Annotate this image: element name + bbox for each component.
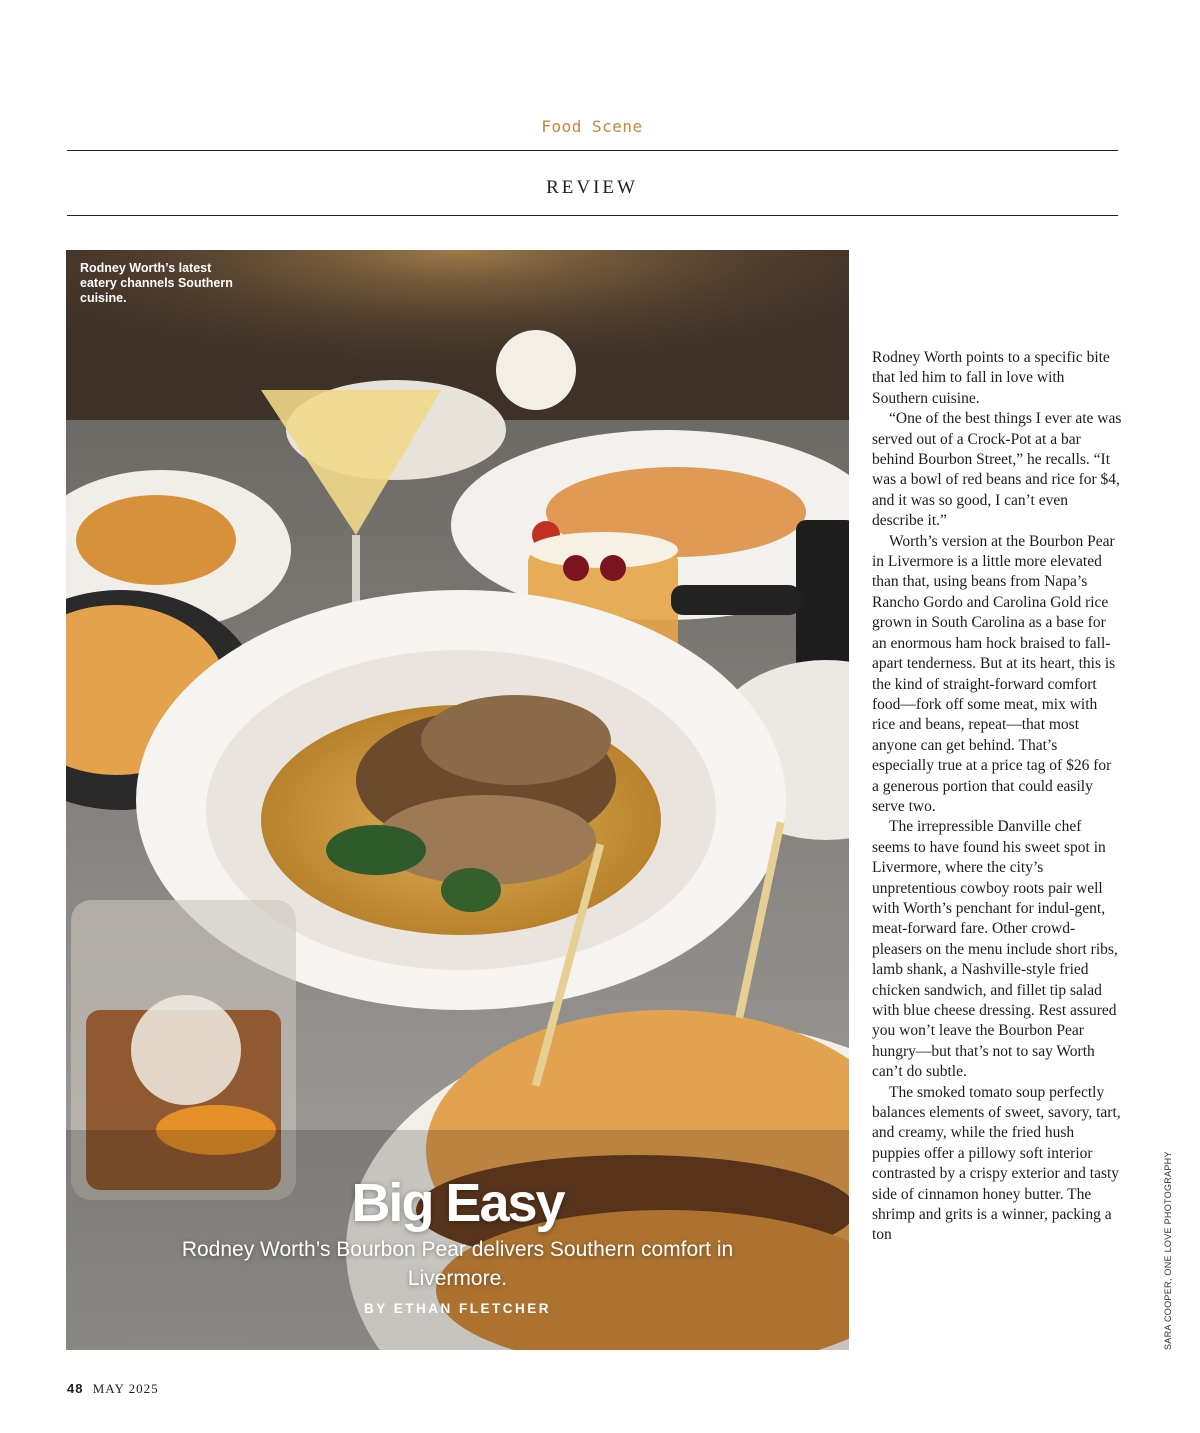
article-dek: Rodney Worth’s Bourbon Pear delivers Southern comfort in Livermore.	[181, 1238, 734, 1290]
issue-date: MAY 2025	[92, 1381, 159, 1396]
article-headline: Big Easy	[351, 1173, 564, 1233]
page-number: 48	[67, 1381, 84, 1396]
hero-photo	[66, 250, 849, 1350]
section-kicker: Food Scene	[541, 117, 643, 136]
body-paragraph: Rodney Worth points to a specific bite that led him to fall in love with Southern cuisine.	[872, 349, 1110, 407]
article-body	[872, 348, 1122, 1246]
body-paragraph: The smoked tomato soup perfectly balances elements of sweet, savory, tart, and creamy, while the fried hush puppies offer a pillowy soft interior contrasted by a crispy exterior and tasty side of cinnamon honey butter. The shrimp and grits is a winner, packing a ton	[872, 1083, 1121, 1244]
photo-credit: SARA COOPER, ONE LOVE PHOTOGRAPHY	[1163, 1151, 1173, 1350]
body-paragraph: Worth’s version at the Bourbon Pear in Livermore is a little more elevated than that, using beans from Napa’s Rancho Gordo and Carolina Gold rice grown in South Carolina as a base for an enormous ham hock braised to fall-apart tenderness. But at its heart, this is the kind of straight-forward comfort food—fork off some meat, mix with rice and beans, repeat—that most anyone can get behind. That’s especially true at a price tag of $26 for a generous portion that could easily serve two.	[872, 532, 1116, 815]
bottom-rule	[67, 215, 1118, 216]
body-paragraph: “One of the best things I ever ate was served out of a Crock-Pot at a bar behind Bourbon Street,” he recalls. “It was a bowl of red beans and rice for $4, and it was so good, I can’t even describe it.”	[872, 410, 1122, 530]
section-title: REVIEW	[546, 177, 638, 198]
article-byline: BY ETHAN FLETCHER	[363, 1301, 551, 1316]
photo-caption: Rodney Worth’s latest eatery channels Southern cuisine.	[80, 261, 233, 305]
page-folio	[67, 1381, 159, 1397]
body-paragraph: The irrepressible Danville chef seems to have found his sweet spot in Livermore, where the city’s unpretentious cowboy roots pair well with Worth’s penchant for indul-gent, meat-forward fare. Other crowd-pleasers on the menu include short ribs, lamb shank, a Nashville-style fried chicken sandwich, and fillet tip salad with blue cheese dressing. Rest assured you won’t leave the Bourbon Pear hungry—but that’s not to say Worth can’t do subtle.	[872, 818, 1118, 1081]
top-rule	[67, 150, 1118, 151]
